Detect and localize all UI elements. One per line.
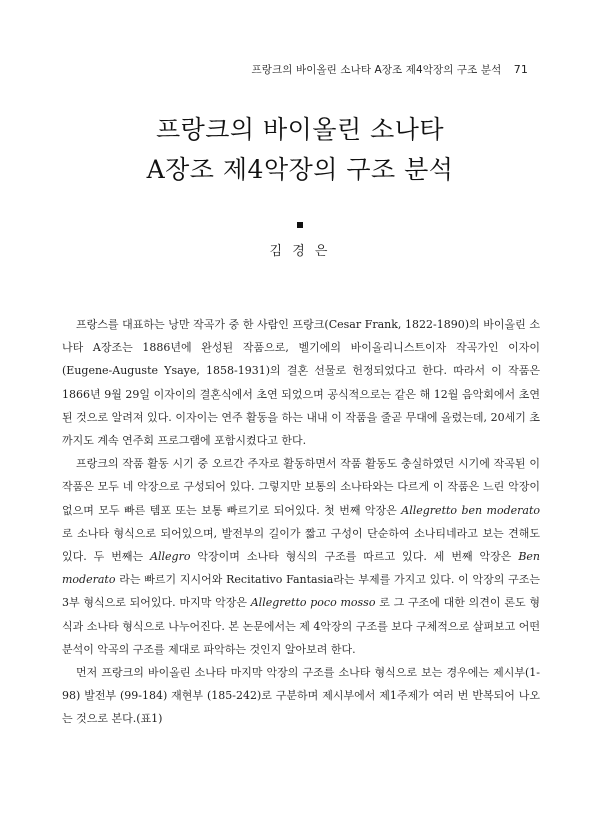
tempo-marking: Allegretto poco mosso: [250, 596, 376, 610]
tempo-marking: Ben moderato: [62, 550, 541, 587]
paragraph-run: 로 소나타 형식으로 되어있으며, 발전부의 길이가 짧고 구성이 단순하여 소나티네라고 보는 견해도 있다. 두 번째는: [62, 526, 540, 564]
tempo-marking: Allegretto ben moderato: [401, 503, 541, 517]
article-body: [62, 313, 540, 731]
author-name: 김 경 은: [269, 244, 331, 259]
tempo-marking: Allegro: [150, 550, 191, 564]
page-number: 71: [513, 63, 528, 76]
paragraph-run: 악장이며 소나타 형식의 구조를 따르고 있다. 세 번째 악장은: [190, 550, 519, 564]
title-line-1: 프랑크의 바이올린 소나타: [155, 115, 445, 144]
paragraph-run: 먼저 프랑크의 바이올린 소나타 마지막 악장의 구조를 소나타 형식으로 보는 경우에는 제시부(1-98) 발전부 (99-184) 재현부 (185-242)로 구분하며 제시부에서 제1주제가 여러 번 반복되어 나오는 것으로 본다.(표1): [62, 666, 540, 726]
article-title: [0, 110, 600, 190]
paragraph-run: 라는 빠르기 지시어와 Recitativo Fantasia라는 부제를 가지고 있다. 이 악장의 구조는 3부 형식으로 되어있다. 마지막 악장은: [62, 573, 540, 610]
title-line-2: A장조 제4악장의 구조 분석: [146, 155, 454, 184]
square-ornament: [297, 222, 303, 228]
running-header: [252, 62, 528, 77]
running-title: 프랑크의 바이올린 소나타 A장조 제4악장의 구조 분석: [251, 64, 502, 76]
paragraph-run: 로 그 구조에 대한 의견이 론도 형식과 소나타 형식으로 나누어진다. 본 논문에서는 제 4악장의 구조를 보다 구체적으로 살펴보고 어떤 분석이 악곡의 구조를 제대로 파악하는 것인지 알아보려 한다.: [62, 596, 540, 656]
paragraph-1: [62, 313, 540, 452]
paragraph-2: [62, 452, 540, 661]
paragraph-run: 프랑스를 대표하는 낭만 작곡가 중 한 사람인 프랑크(Cesar Frank, 1822-1890)의 바이올린 소나타 A장조는 1886년에 완성된 작품으로, 벨기에의 바이올리니스트이자 작곡가인 이자이(Eugene-Auguste Ysaye, 1858-1931)의 결혼 선물로 헌정되었다고 한다. 따라서 이 작품은 1866년 9월 29일 이자이의 결혼식에서 초연 되었으며 공식적으로는 같은 해 12월 음악회에서 초연된 것으로 알려져 있다. 이자이는 연주 활동을 하는 내내 이 작품을 줄곧 무대에 올렸는데, 20세기 초까지도 계속 연주회 프로그램에 포함시켰다고 한다.: [62, 318, 540, 448]
paragraph-run: 프랑크의 작품 활동 시기 중 오르간 주자로 활동하면서 작품 활동도 충실하였던 시기에 작곡된 이 작품은 모두 네 악장으로 구성되어 있다. 그렇지만 보통의 소나타와는 다르게 이 작품은 느린 악장이 없으며 모두 빠른 템포 또는 보통 빠르기로 되어있다. 첫 번째 악장은: [62, 457, 540, 517]
paragraph-3: [62, 661, 540, 731]
